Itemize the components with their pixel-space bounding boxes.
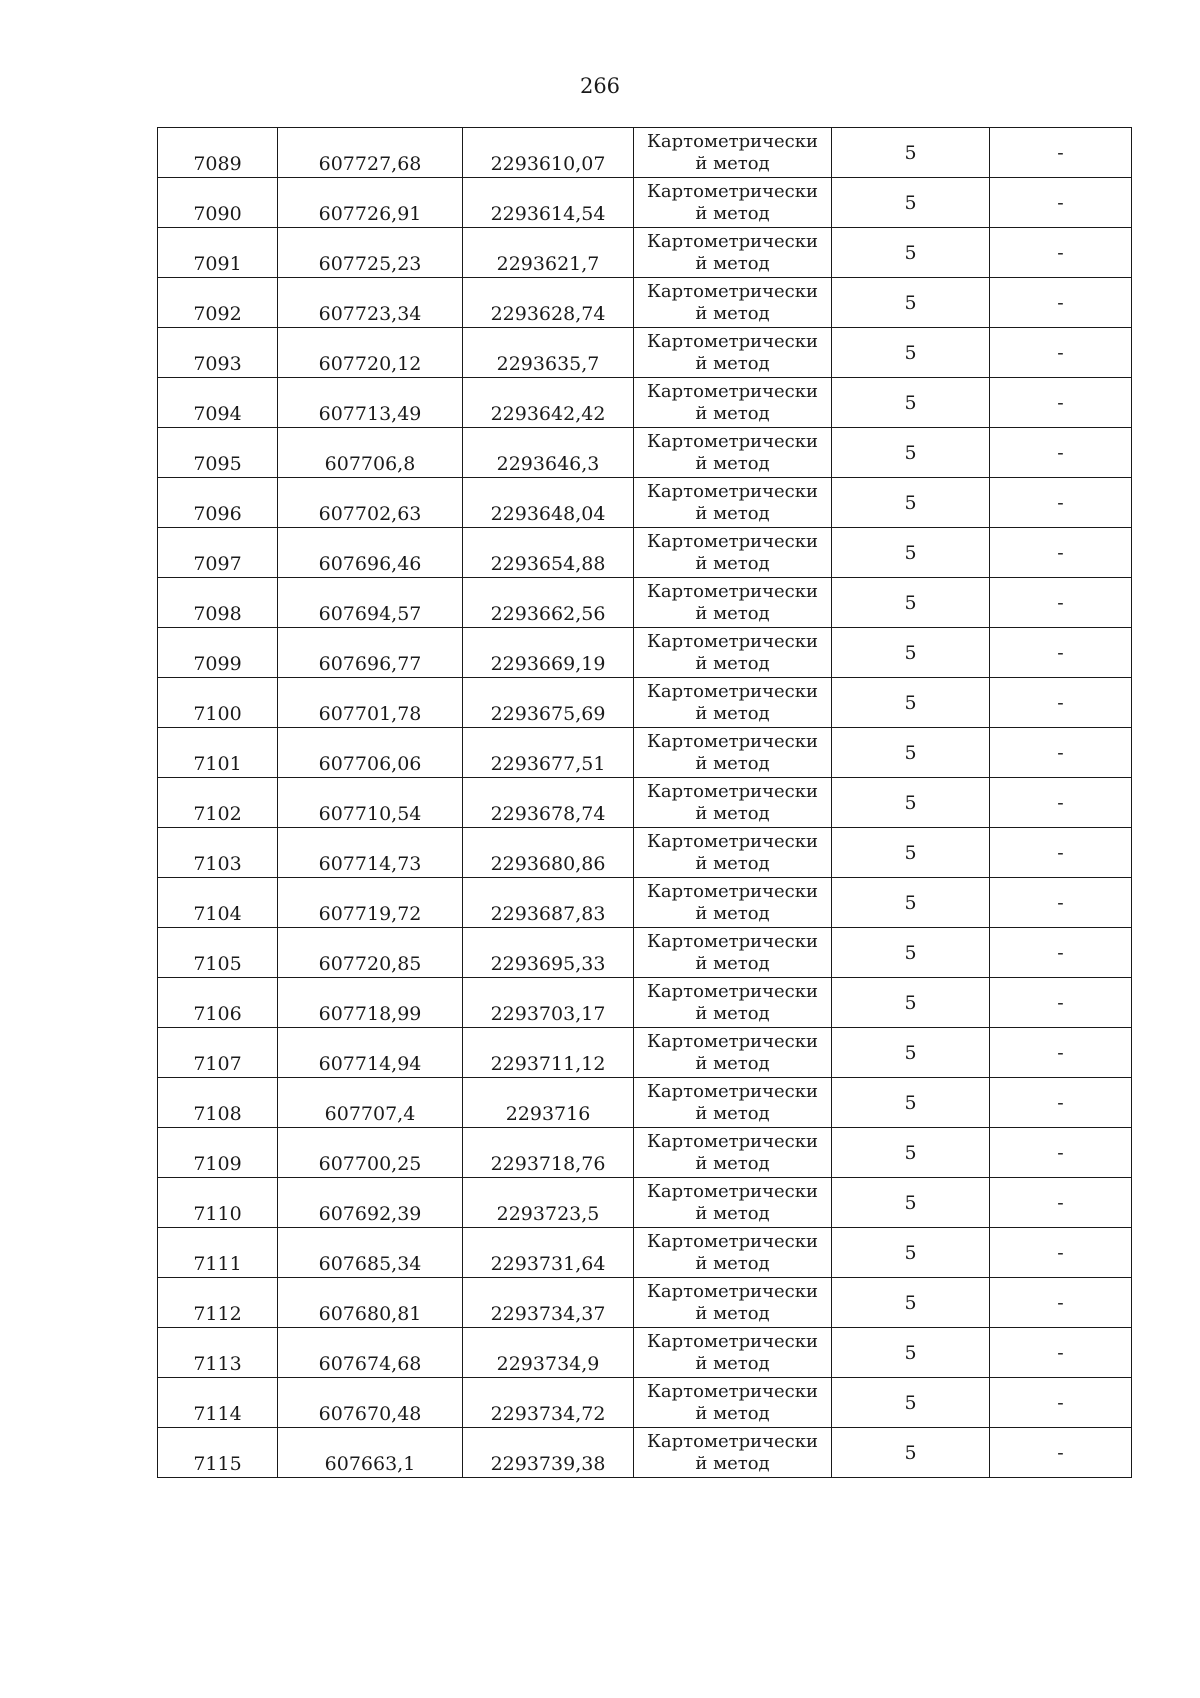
point-number-cell: 7098 — [158, 578, 278, 628]
method-text-line-1: Картометрически — [647, 280, 818, 302]
accuracy-cell: 5 — [832, 1028, 990, 1078]
y-coordinate-cell: 2293734,72 — [463, 1378, 634, 1428]
accuracy-cell: 5 — [832, 778, 990, 828]
method-text-line-1: Картометрически — [647, 880, 818, 902]
method-cell — [634, 1378, 832, 1428]
method-text-line-2: й метод — [695, 1052, 770, 1074]
method-text-line-1: Картометрически — [647, 580, 818, 602]
accuracy-cell: 5 — [832, 1428, 990, 1478]
x-coordinate-cell: 607720,85 — [278, 928, 463, 978]
method-cell — [634, 878, 832, 928]
table-row — [158, 128, 1132, 178]
accuracy-cell: 5 — [832, 1328, 990, 1378]
method-text-line-2: й метод — [695, 752, 770, 774]
y-coordinate-cell: 2293675,69 — [463, 678, 634, 728]
method-text-line-2: й метод — [695, 802, 770, 824]
point-number-cell: 7113 — [158, 1328, 278, 1378]
accuracy-cell: 5 — [832, 228, 990, 278]
x-coordinate-cell: 607696,46 — [278, 528, 463, 578]
method-text-line-1: Картометрически — [647, 980, 818, 1002]
note-cell: - — [990, 878, 1132, 928]
x-coordinate-cell: 607706,06 — [278, 728, 463, 778]
point-number-cell: 7089 — [158, 128, 278, 178]
table-row — [158, 678, 1132, 728]
note-cell: - — [990, 1228, 1132, 1278]
method-text-line-2: й метод — [695, 1352, 770, 1374]
point-number-cell: 7092 — [158, 278, 278, 328]
point-number-cell: 7112 — [158, 1278, 278, 1328]
accuracy-cell: 5 — [832, 328, 990, 378]
point-number-cell: 7107 — [158, 1028, 278, 1078]
y-coordinate-cell: 2293734,9 — [463, 1328, 634, 1378]
method-text-line-1: Картометрически — [647, 130, 818, 152]
accuracy-cell: 5 — [832, 178, 990, 228]
y-coordinate-cell: 2293646,3 — [463, 428, 634, 478]
note-cell: - — [990, 378, 1132, 428]
method-text-line-2: й метод — [695, 1402, 770, 1424]
x-coordinate-cell: 607663,1 — [278, 1428, 463, 1478]
method-text-line-1: Картометрически — [647, 1130, 818, 1152]
method-text-line-1: Картометрически — [647, 730, 818, 752]
method-text-line-2: й метод — [695, 302, 770, 324]
x-coordinate-cell: 607727,68 — [278, 128, 463, 178]
y-coordinate-cell: 2293669,19 — [463, 628, 634, 678]
point-number-cell: 7105 — [158, 928, 278, 978]
method-cell — [634, 1128, 832, 1178]
x-coordinate-cell: 607692,39 — [278, 1178, 463, 1228]
note-cell: - — [990, 1278, 1132, 1328]
y-coordinate-cell: 2293739,38 — [463, 1428, 634, 1478]
point-number-cell: 7091 — [158, 228, 278, 278]
note-cell: - — [990, 278, 1132, 328]
method-text-line-2: й метод — [695, 402, 770, 424]
y-coordinate-cell: 2293731,64 — [463, 1228, 634, 1278]
point-number-cell: 7102 — [158, 778, 278, 828]
note-cell: - — [990, 928, 1132, 978]
accuracy-cell: 5 — [832, 1278, 990, 1328]
method-text-line-2: й метод — [695, 452, 770, 474]
note-cell: - — [990, 628, 1132, 678]
method-text-line-1: Картометрически — [647, 1430, 818, 1452]
note-cell: - — [990, 478, 1132, 528]
method-text-line-2: й метод — [695, 852, 770, 874]
point-number-cell: 7109 — [158, 1128, 278, 1178]
y-coordinate-cell: 2293654,88 — [463, 528, 634, 578]
accuracy-cell: 5 — [832, 978, 990, 1028]
table-row — [158, 1328, 1132, 1378]
point-number-cell: 7097 — [158, 528, 278, 578]
y-coordinate-cell: 2293718,76 — [463, 1128, 634, 1178]
method-text-line-1: Картометрически — [647, 430, 818, 452]
x-coordinate-cell: 607718,99 — [278, 978, 463, 1028]
accuracy-cell: 5 — [832, 378, 990, 428]
x-coordinate-cell: 607706,8 — [278, 428, 463, 478]
note-cell: - — [990, 1078, 1132, 1128]
note-cell: - — [990, 328, 1132, 378]
accuracy-cell: 5 — [832, 728, 990, 778]
method-text-line-1: Картометрически — [647, 630, 818, 652]
note-cell: - — [990, 1128, 1132, 1178]
method-text-line-1: Картометрически — [647, 830, 818, 852]
x-coordinate-cell: 607680,81 — [278, 1278, 463, 1328]
point-number-cell: 7114 — [158, 1378, 278, 1428]
point-number-cell: 7110 — [158, 1178, 278, 1228]
method-cell — [634, 1228, 832, 1278]
method-text-line-1: Картометрически — [647, 1380, 818, 1402]
note-cell: - — [990, 128, 1132, 178]
method-text-line-2: й метод — [695, 552, 770, 574]
method-text-line-1: Картометрически — [647, 1280, 818, 1302]
method-text-line-2: й метод — [695, 1152, 770, 1174]
table-row — [158, 428, 1132, 478]
method-text-line-2: й метод — [695, 152, 770, 174]
x-coordinate-cell: 607714,73 — [278, 828, 463, 878]
note-cell: - — [990, 1428, 1132, 1478]
x-coordinate-cell: 607713,49 — [278, 378, 463, 428]
table-row — [158, 178, 1132, 228]
method-text-line-1: Картометрически — [647, 680, 818, 702]
method-cell — [634, 978, 832, 1028]
method-text-line-2: й метод — [695, 1102, 770, 1124]
method-cell — [634, 728, 832, 778]
note-cell: - — [990, 1378, 1132, 1428]
method-text-line-1: Картометрически — [647, 1030, 818, 1052]
method-cell — [634, 428, 832, 478]
x-coordinate-cell: 607720,12 — [278, 328, 463, 378]
accuracy-cell: 5 — [832, 528, 990, 578]
accuracy-cell: 5 — [832, 428, 990, 478]
method-cell — [634, 228, 832, 278]
note-cell: - — [990, 1028, 1132, 1078]
method-cell — [634, 628, 832, 678]
method-text-line-2: й метод — [695, 602, 770, 624]
x-coordinate-cell: 607707,4 — [278, 1078, 463, 1128]
point-number-cell: 7099 — [158, 628, 278, 678]
x-coordinate-cell: 607685,34 — [278, 1228, 463, 1278]
x-coordinate-cell: 607725,23 — [278, 228, 463, 278]
x-coordinate-cell: 607726,91 — [278, 178, 463, 228]
table-row — [158, 478, 1132, 528]
accuracy-cell: 5 — [832, 628, 990, 678]
method-cell — [634, 828, 832, 878]
method-text-line-2: й метод — [695, 952, 770, 974]
note-cell: - — [990, 178, 1132, 228]
method-text-line-2: й метод — [695, 1002, 770, 1024]
method-text-line-2: й метод — [695, 652, 770, 674]
table-row — [158, 1128, 1132, 1178]
table-row — [158, 1378, 1132, 1428]
point-number-cell: 7111 — [158, 1228, 278, 1278]
y-coordinate-cell: 2293677,51 — [463, 728, 634, 778]
y-coordinate-cell: 2293680,86 — [463, 828, 634, 878]
y-coordinate-cell: 2293628,74 — [463, 278, 634, 328]
method-cell — [634, 128, 832, 178]
point-number-cell: 7108 — [158, 1078, 278, 1128]
method-text-line-2: й метод — [695, 1452, 770, 1474]
method-cell — [634, 178, 832, 228]
y-coordinate-cell: 2293695,33 — [463, 928, 634, 978]
note-cell: - — [990, 428, 1132, 478]
table-row — [158, 378, 1132, 428]
accuracy-cell: 5 — [832, 1178, 990, 1228]
method-text-line-1: Картометрически — [647, 1080, 818, 1102]
accuracy-cell: 5 — [832, 128, 990, 178]
table-row — [158, 328, 1132, 378]
point-number-cell: 7095 — [158, 428, 278, 478]
method-cell — [634, 1278, 832, 1328]
method-text-line-2: й метод — [695, 252, 770, 274]
table-row — [158, 528, 1132, 578]
method-cell — [634, 378, 832, 428]
table-row — [158, 278, 1132, 328]
y-coordinate-cell: 2293642,42 — [463, 378, 634, 428]
method-text-line-1: Картометрически — [647, 380, 818, 402]
note-cell: - — [990, 1328, 1132, 1378]
method-text-line-2: й метод — [695, 502, 770, 524]
y-coordinate-cell: 2293703,17 — [463, 978, 634, 1028]
note-cell: - — [990, 728, 1132, 778]
accuracy-cell: 5 — [832, 928, 990, 978]
y-coordinate-cell: 2293716 — [463, 1078, 634, 1128]
method-cell — [634, 678, 832, 728]
y-coordinate-cell: 2293687,83 — [463, 878, 634, 928]
table-row — [158, 1178, 1132, 1228]
point-number-cell: 7100 — [158, 678, 278, 728]
note-cell: - — [990, 1178, 1132, 1228]
method-cell — [634, 1028, 832, 1078]
y-coordinate-cell: 2293662,56 — [463, 578, 634, 628]
method-cell — [634, 478, 832, 528]
table-row — [158, 628, 1132, 678]
accuracy-cell: 5 — [832, 478, 990, 528]
method-cell — [634, 578, 832, 628]
method-text-line-1: Картометрически — [647, 180, 818, 202]
method-text-line-2: й метод — [695, 352, 770, 374]
method-text-line-1: Картометрически — [647, 1330, 818, 1352]
y-coordinate-cell: 2293614,54 — [463, 178, 634, 228]
note-cell: - — [990, 678, 1132, 728]
note-cell: - — [990, 978, 1132, 1028]
method-text-line-2: й метод — [695, 202, 770, 224]
method-text-line-1: Картометрически — [647, 930, 818, 952]
method-text-line-1: Картометрически — [647, 780, 818, 802]
method-text-line-2: й метод — [695, 702, 770, 724]
method-cell — [634, 928, 832, 978]
note-cell: - — [990, 778, 1132, 828]
table-row — [158, 928, 1132, 978]
y-coordinate-cell: 2293723,5 — [463, 1178, 634, 1228]
method-text-line-2: й метод — [695, 1252, 770, 1274]
method-text-line-2: й метод — [695, 1302, 770, 1324]
accuracy-cell: 5 — [832, 1378, 990, 1428]
table-row — [158, 228, 1132, 278]
method-cell — [634, 328, 832, 378]
method-text-line-1: Картометрически — [647, 1180, 818, 1202]
table-row — [158, 1428, 1132, 1478]
x-coordinate-cell: 607670,48 — [278, 1378, 463, 1428]
x-coordinate-cell: 607719,72 — [278, 878, 463, 928]
y-coordinate-cell: 2293734,37 — [463, 1278, 634, 1328]
note-cell: - — [990, 578, 1132, 628]
x-coordinate-cell: 607701,78 — [278, 678, 463, 728]
table-row — [158, 578, 1132, 628]
point-number-cell: 7094 — [158, 378, 278, 428]
table-row — [158, 1228, 1132, 1278]
table-row — [158, 878, 1132, 928]
y-coordinate-cell: 2293711,12 — [463, 1028, 634, 1078]
accuracy-cell: 5 — [832, 1128, 990, 1178]
y-coordinate-cell: 2293678,74 — [463, 778, 634, 828]
x-coordinate-cell: 607702,63 — [278, 478, 463, 528]
point-number-cell: 7104 — [158, 878, 278, 928]
table-row — [158, 778, 1132, 828]
accuracy-cell: 5 — [832, 1228, 990, 1278]
method-cell — [634, 1178, 832, 1228]
y-coordinate-cell: 2293621,7 — [463, 228, 634, 278]
x-coordinate-cell: 607700,25 — [278, 1128, 463, 1178]
point-number-cell: 7096 — [158, 478, 278, 528]
y-coordinate-cell: 2293648,04 — [463, 478, 634, 528]
method-text-line-1: Картометрически — [647, 230, 818, 252]
page-number: 266 — [579, 74, 621, 98]
accuracy-cell: 5 — [832, 1078, 990, 1128]
method-cell — [634, 1078, 832, 1128]
accuracy-cell: 5 — [832, 828, 990, 878]
point-number-cell: 7090 — [158, 178, 278, 228]
point-number-cell: 7115 — [158, 1428, 278, 1478]
note-cell: - — [990, 828, 1132, 878]
accuracy-cell: 5 — [832, 878, 990, 928]
table-row — [158, 728, 1132, 778]
coordinates-table-body — [158, 128, 1132, 1478]
y-coordinate-cell: 2293635,7 — [463, 328, 634, 378]
method-text-line-2: й метод — [695, 1202, 770, 1224]
method-text-line-1: Картометрически — [647, 530, 818, 552]
method-text-line-2: й метод — [695, 902, 770, 924]
x-coordinate-cell: 607694,57 — [278, 578, 463, 628]
accuracy-cell: 5 — [832, 678, 990, 728]
method-cell — [634, 1428, 832, 1478]
table-row — [158, 828, 1132, 878]
method-cell — [634, 778, 832, 828]
table-row — [158, 1078, 1132, 1128]
x-coordinate-cell: 607723,34 — [278, 278, 463, 328]
accuracy-cell: 5 — [832, 278, 990, 328]
table-row — [158, 1028, 1132, 1078]
accuracy-cell: 5 — [832, 578, 990, 628]
coordinates-table — [157, 127, 1132, 1478]
method-text-line-1: Картометрически — [647, 480, 818, 502]
table-row — [158, 1278, 1132, 1328]
x-coordinate-cell: 607696,77 — [278, 628, 463, 678]
point-number-cell: 7101 — [158, 728, 278, 778]
point-number-cell: 7093 — [158, 328, 278, 378]
y-coordinate-cell: 2293610,07 — [463, 128, 634, 178]
method-text-line-1: Картометрически — [647, 330, 818, 352]
method-cell — [634, 528, 832, 578]
point-number-cell: 7103 — [158, 828, 278, 878]
x-coordinate-cell: 607714,94 — [278, 1028, 463, 1078]
note-cell: - — [990, 528, 1132, 578]
x-coordinate-cell: 607710,54 — [278, 778, 463, 828]
method-cell — [634, 1328, 832, 1378]
x-coordinate-cell: 607674,68 — [278, 1328, 463, 1378]
method-text-line-1: Картометрически — [647, 1230, 818, 1252]
note-cell: - — [990, 228, 1132, 278]
point-number-cell: 7106 — [158, 978, 278, 1028]
method-cell — [634, 278, 832, 328]
table-row — [158, 978, 1132, 1028]
